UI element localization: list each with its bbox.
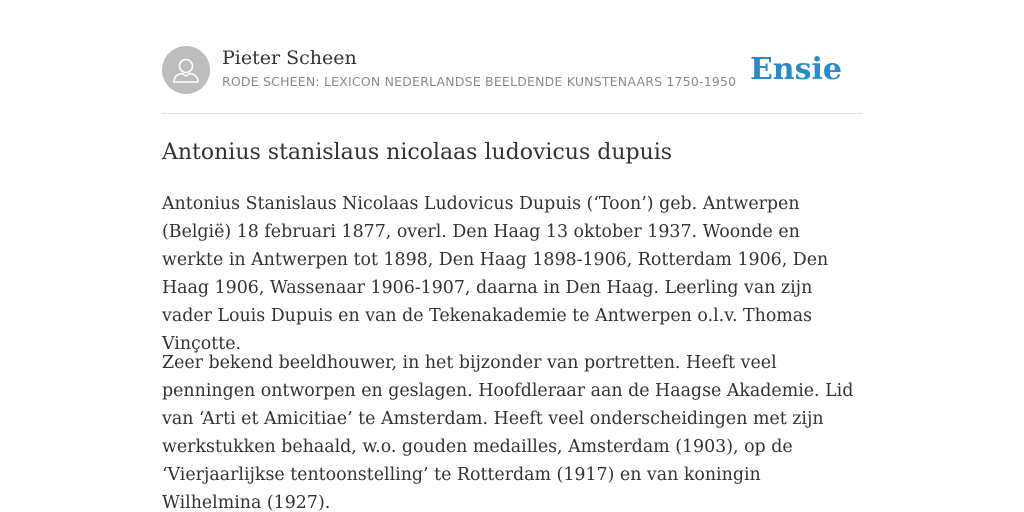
article-title: Antonius stanislaus nicolaas ludovicus dupuis (162, 140, 673, 165)
divider (162, 113, 862, 114)
article-paragraph-2: Zeer bekend beeldhouwer, in het bijzonder van portretten. Heeft veel penningen ontworpen en geslagen. Hoofdleraar aan de Haagse Akademie. Lid van ‘Arti et Amicitiae’ te Amsterdam. Heeft veel onderscheidingen met zijn werkstukken behaald, w.o. gouden medailles, Amsterdam (1903), op de ‘Vierjaarlijkse tentoonstelling’ te Rotterdam (1917) en van koningin Wilhelmina (1927). (162, 353, 854, 512)
source-title[interactable]: RODE SCHEEN: LEXICON NEDERLANDSE BEELDENDE KUNSTENAARS 1750-1950 (222, 74, 737, 89)
avatar[interactable] (162, 46, 210, 94)
author-name[interactable]: Pieter Scheen (222, 47, 357, 69)
article-header (162, 46, 862, 96)
ensie-logo[interactable]: Ensie (749, 52, 842, 87)
article-paragraph-1: Antonius Stanislaus Nicolaas Ludovicus Dupuis (‘Toon’) geb. Antwerpen (België) 18 februari 1877, overl. Den Haag 13 oktober 1937. Woonde en werkte in Antwerpen tot 1898, Den Haag 1898-1906, Rotterdam 1906, Den Haag 1906, Wassenaar 1906-1907, daarna in Den Haag. Leerling van zijn vader Louis Dupuis en van de Tekenakademie te Antwerpen o.l.v. Thomas Vinçotte. (162, 194, 829, 354)
user-icon (162, 46, 210, 94)
